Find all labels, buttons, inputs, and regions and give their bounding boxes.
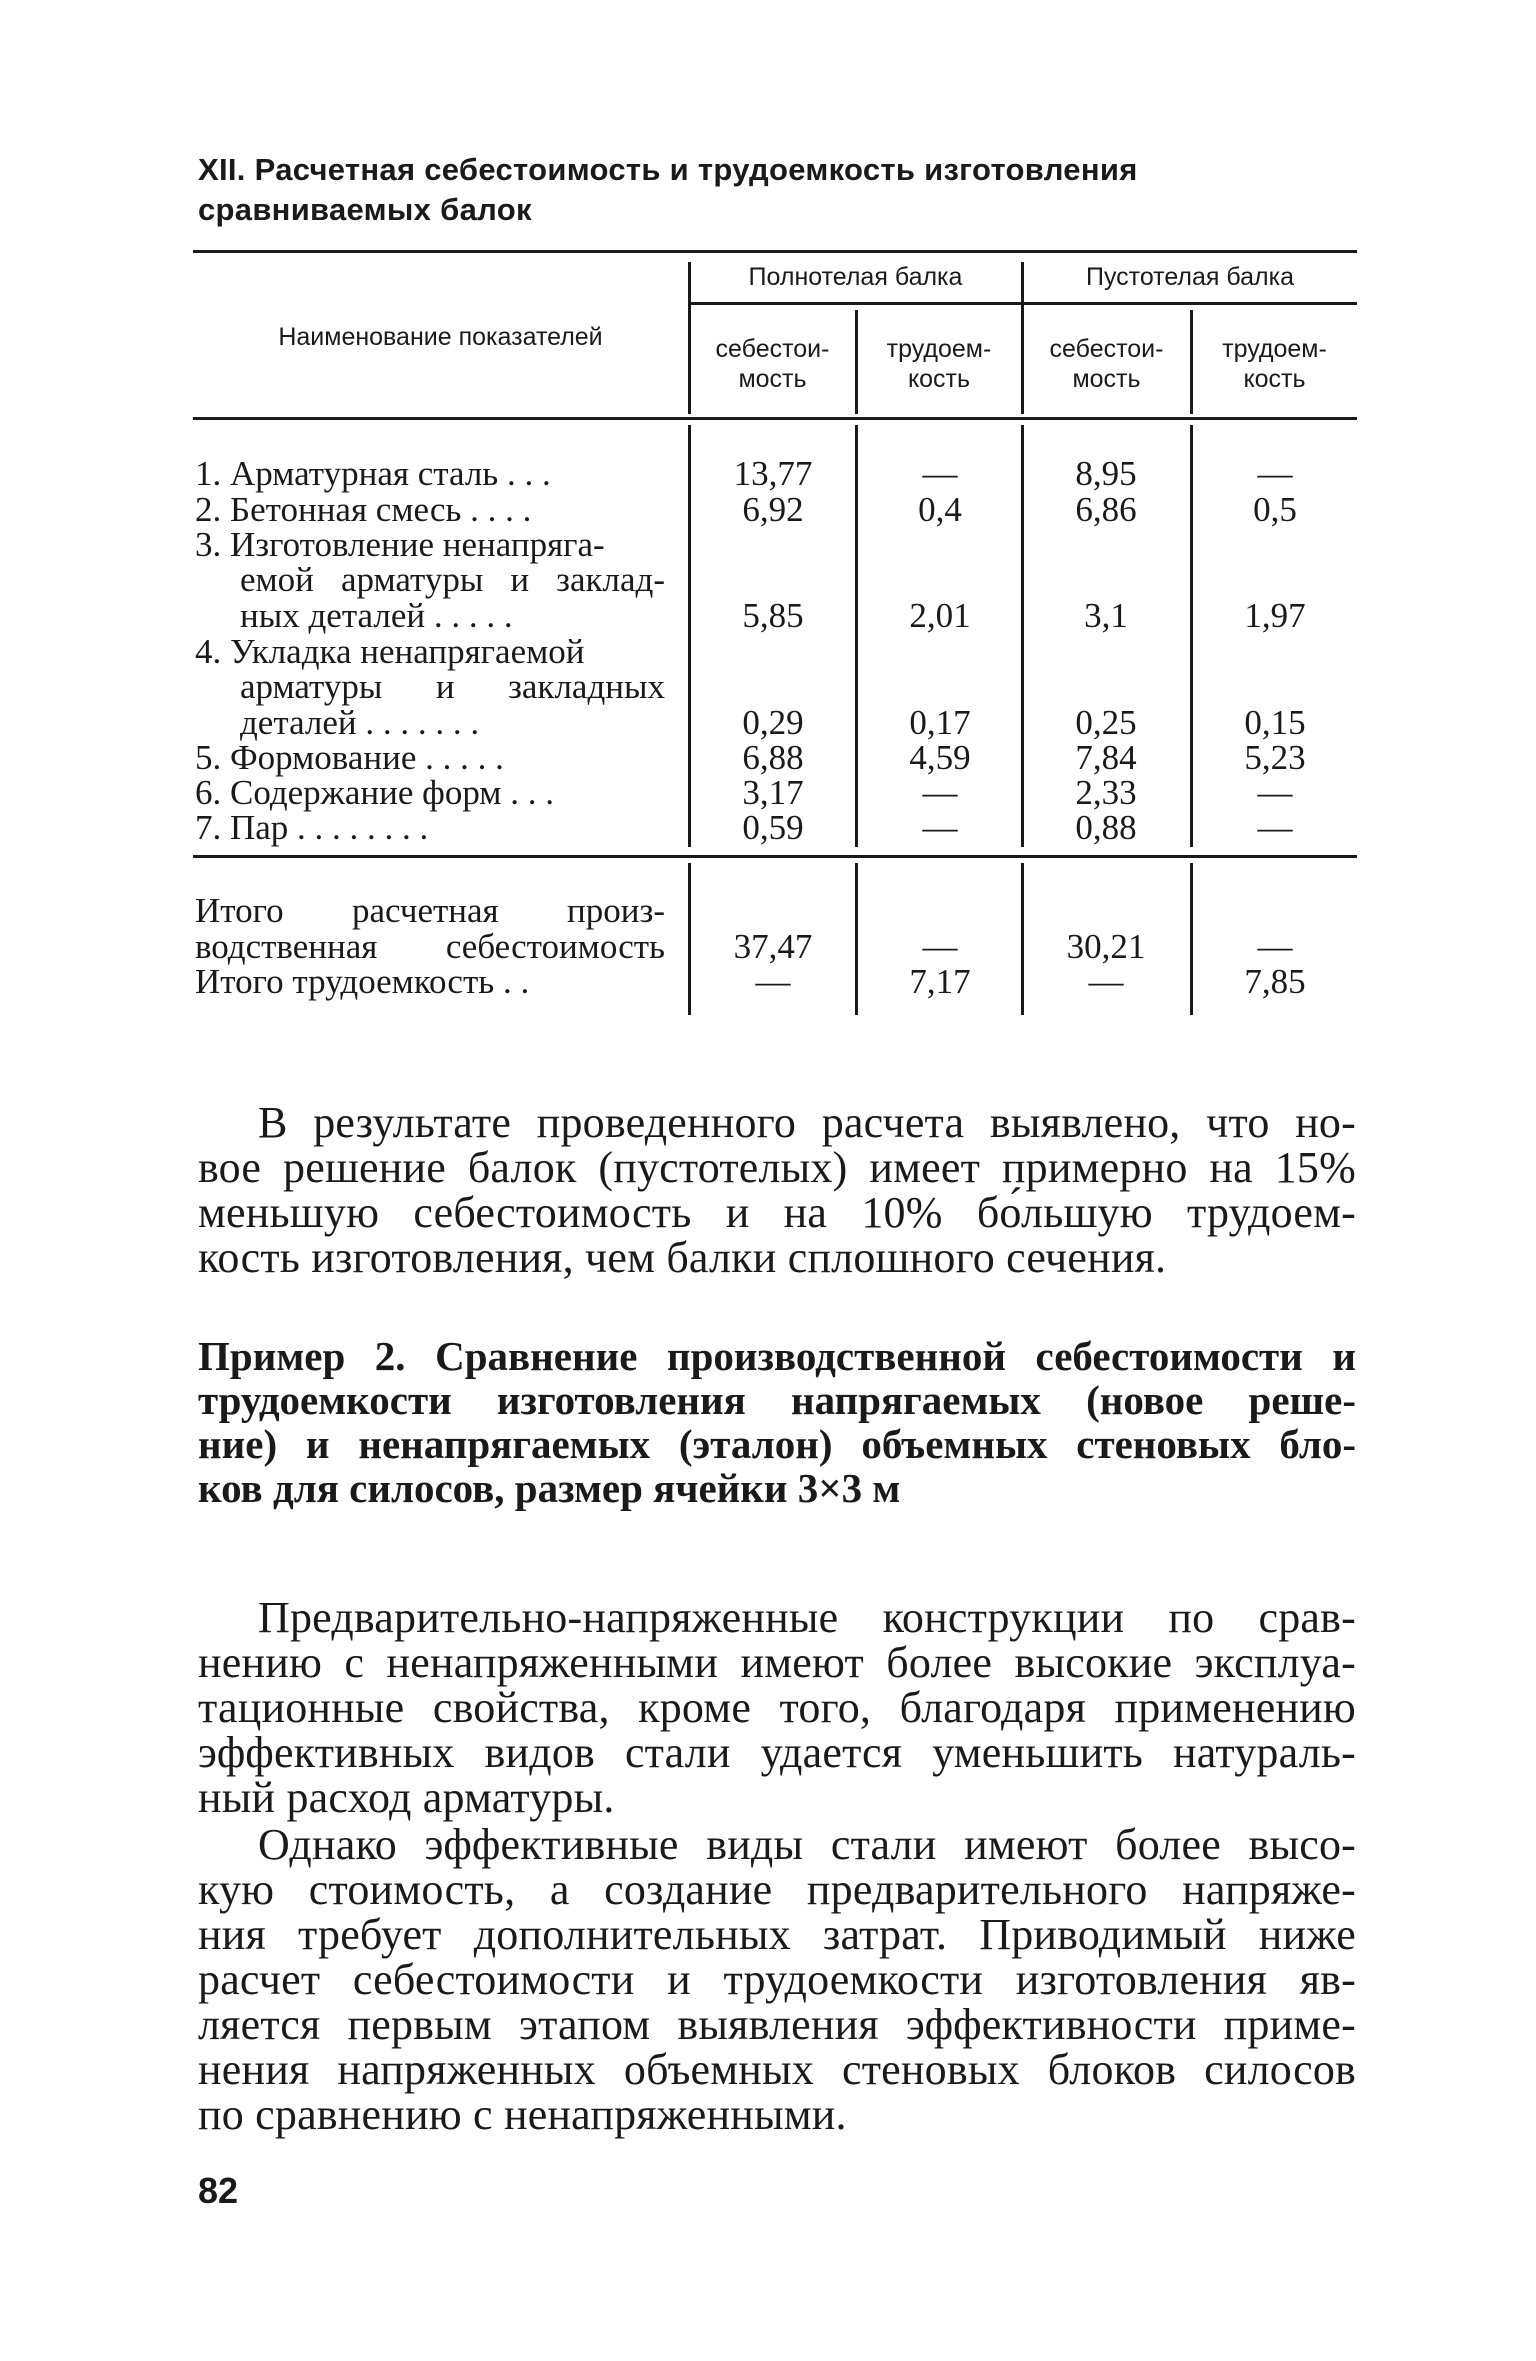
text-line: тационные свойства, кроме того, благодаря применению	[198, 1683, 1356, 1732]
result-paragraph	[198, 1100, 1356, 1280]
cost-labor-table	[0, 0, 1536, 1060]
prestressed-paragraph	[198, 1595, 1356, 1820]
table-rule-header-bottom	[193, 417, 1357, 420]
row-label: 6. Содержание форм . . .	[195, 773, 554, 812]
total-value: 7,17	[909, 962, 971, 1001]
total-label: Итого трудоемкость . .	[195, 962, 530, 1001]
total-value: —	[1088, 962, 1124, 1001]
heading-line: ние) и ненапрягаемых (эталон) объемных стеновых бло-	[198, 1421, 1356, 1467]
cell-value: 1,97	[1244, 596, 1306, 635]
cell-value: 7,84	[1075, 738, 1137, 777]
total-value: 37,47	[733, 927, 813, 966]
cell-value: 8,95	[1075, 454, 1137, 493]
row-label: 3. Изготовление ненапряга-	[195, 525, 605, 564]
row-label: 2. Бетонная смесь . . . .	[195, 490, 532, 529]
cell-value: 0,15	[1244, 703, 1306, 742]
row-label: арматуры и закладных	[240, 667, 665, 706]
table-rule-top	[193, 250, 1357, 253]
cell-value: 0,25	[1075, 703, 1137, 742]
subheader-labor: трудоем- кость	[886, 335, 992, 393]
steel-cost-paragraph	[198, 1822, 1356, 2137]
cell-value: —	[1257, 773, 1293, 812]
row-label: 5. Формование . . . . .	[195, 738, 504, 777]
cell-value: —	[1257, 454, 1293, 493]
heading-line: ков для силосов, размер ячейки 3×3 м	[198, 1465, 901, 1511]
page-number: 82	[198, 2170, 239, 2211]
cell-value: 0,29	[742, 703, 804, 742]
cell-value: 0,4	[918, 490, 962, 529]
cell-value: 0,17	[909, 703, 971, 742]
subheader-labor: трудоем- кость	[1222, 335, 1327, 393]
text-line: ния требует дополнительных затрат. Приводимый ниже	[198, 1910, 1356, 1959]
total-value: —	[1257, 927, 1293, 966]
cell-value: 3,1	[1084, 596, 1128, 635]
subheader-cost: себестои- мость	[715, 335, 830, 393]
text-line: по сравнению с ненапряженными.	[198, 2090, 847, 2139]
row-label: 7. Пар . . . . . . . .	[195, 808, 429, 847]
cell-value: 0,59	[742, 808, 804, 847]
table-caption-line: сравниваемых балок	[198, 192, 532, 227]
text-line: ляется первым этапом выявления эффективности приме-	[198, 2000, 1356, 2049]
table-caption-line: XII. Расчетная себестоимость и трудоемкость изготовления	[198, 152, 1138, 187]
text-line: нения напряженных объемных стеновых блоков силосов	[198, 2045, 1356, 2094]
header-group-solid-beam: Полнотелая балка	[748, 263, 963, 291]
text-line: Предварительно-напряженные конструкции по срав-	[258, 1593, 1356, 1642]
total-label: водственная себестоимость	[195, 927, 665, 966]
row-label: 4. Укладка ненапрягаемой	[195, 632, 585, 671]
text-line: вое решение балок (пустотелых) имеет примерно на 15%	[198, 1143, 1356, 1192]
cell-value: —	[922, 773, 958, 812]
text-line: расчет себестоимости и трудоемкости изготовления яв-	[198, 1955, 1356, 2004]
cell-value: 0,88	[1075, 808, 1137, 847]
cell-value: 5,85	[742, 596, 804, 635]
total-value: 7,85	[1244, 962, 1306, 1001]
text-line: Однако эффективные виды стали имеют более высо-	[258, 1820, 1356, 1869]
table-rule-body-bottom	[193, 855, 1357, 858]
total-label: Итого расчетная произ-	[195, 891, 665, 930]
text-line: кую стоимость, а создание предварительного напряже-	[198, 1865, 1356, 1914]
row-label: емой арматуры и заклад-	[240, 560, 665, 599]
header-group-hollow-beam: Пустотелая балка	[1085, 263, 1295, 291]
cell-value: 2,33	[1075, 773, 1137, 812]
cell-value: 2,01	[909, 596, 971, 635]
cell-value: 4,59	[909, 738, 971, 777]
row-label: деталей . . . . . . .	[240, 703, 480, 742]
cell-value: 6,88	[742, 738, 804, 777]
text-line: ный расход арматуры.	[198, 1773, 615, 1822]
cell-value: 13,77	[733, 454, 813, 493]
cell-value: —	[922, 454, 958, 493]
row-label: 1. Арматурная сталь . . .	[195, 454, 551, 493]
cell-value: 6,92	[742, 490, 804, 529]
total-value: 30,21	[1066, 927, 1146, 966]
text-line: нению с ненапряженными имеют более высокие эксплуа-	[198, 1638, 1356, 1687]
subheader-cost: себестои- мость	[1049, 335, 1164, 393]
cell-value: —	[922, 808, 958, 847]
cell-value: 3,17	[742, 773, 804, 812]
total-value: —	[755, 962, 791, 1001]
total-value: —	[922, 927, 958, 966]
cell-value: 6,86	[1075, 490, 1137, 529]
row-label: ных деталей . . . . .	[240, 596, 513, 635]
heading-line: трудоемкости изготовления напрягаемых (новое реше-	[198, 1377, 1356, 1423]
text-line: эффективных видов стали удается уменьшить натураль-	[198, 1728, 1356, 1777]
cell-value: 0,5	[1253, 490, 1297, 529]
text-line: В результате проведенного расчета выявлено, что но-	[258, 1098, 1356, 1147]
heading-line: Пример 2. Сравнение производственной себестоимости и	[198, 1333, 1356, 1379]
cell-value: 5,23	[1244, 738, 1306, 777]
text-line: кость изготовления, чем балки сплошного сечения.	[198, 1233, 1167, 1282]
cell-value: —	[1257, 808, 1293, 847]
text-line: меньшую себестоимость и на 10% бо́льшую трудоем-	[198, 1188, 1356, 1237]
example-heading	[198, 1334, 1356, 1510]
header-indicator-name: Наименование показателей	[278, 323, 603, 351]
